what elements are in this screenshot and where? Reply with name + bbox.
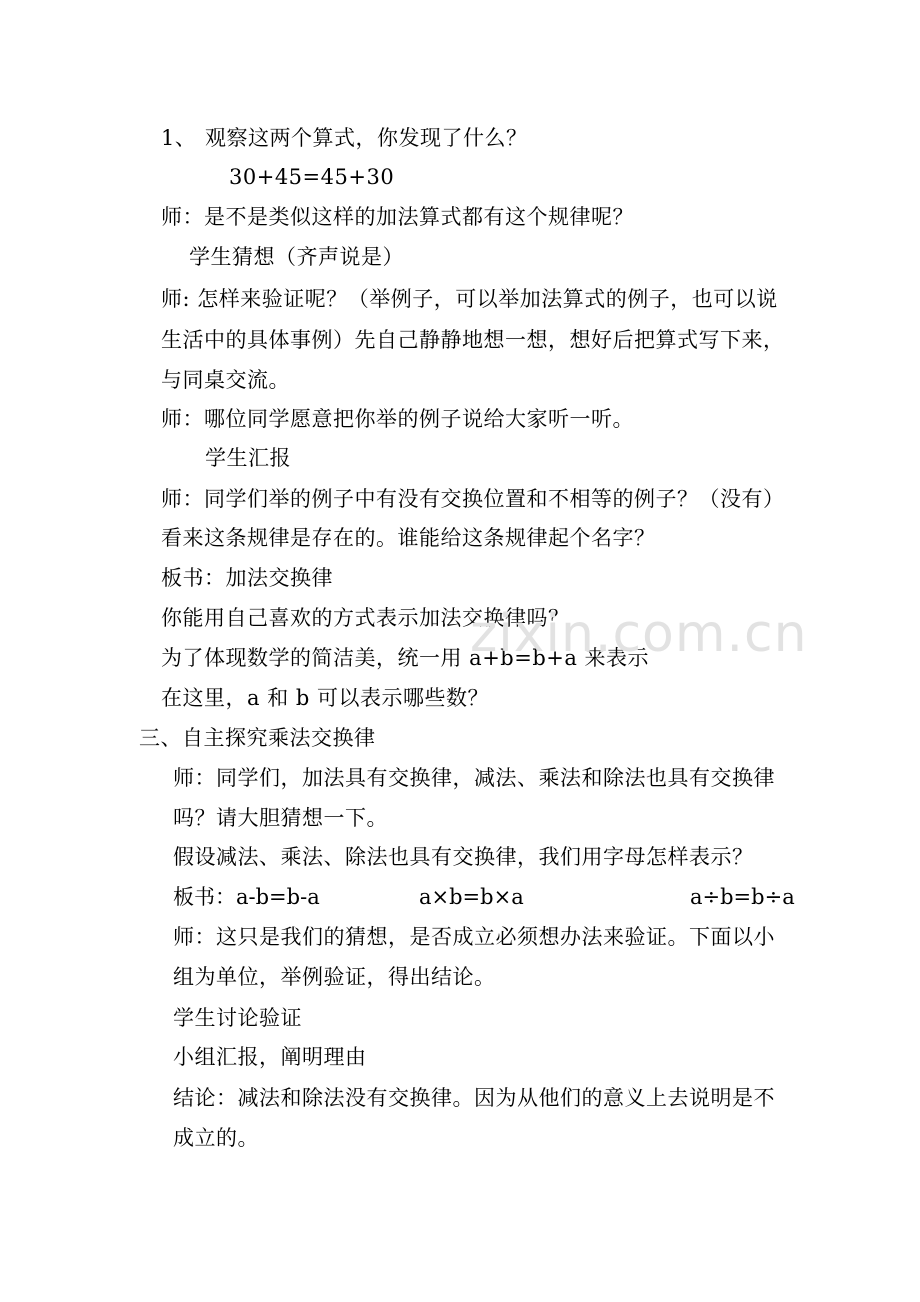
board-formulas: [0, 882, 920, 912]
student-line: 学生讨论验证: [173, 1006, 302, 1030]
teacher-line-continued: 生活中的具体事例）先自己静静地想一想，想好后把算式写下来，: [161, 328, 785, 352]
multiplication-formula: a×b=b×a: [419, 885, 524, 909]
question-line: 在这里，a 和 b 可以表示哪些数？: [161, 686, 489, 710]
teacher-line: 师: 怎样来验证呢？（举例子，可以举加法算式的例子，也可以说: [161, 287, 778, 311]
conclusion-line: 结论：减法和除法没有交换律。因为从他们的意义上去说明是不: [173, 1086, 775, 1110]
section-heading: 三、自主探究乘法交换律: [139, 726, 376, 750]
student-line: 小组汇报，阐明理由: [173, 1045, 367, 1069]
teacher-line-continued: 与同桌交流。: [161, 368, 290, 392]
teacher-line: 师：这只是我们的猜想，是否成立必须想办法来验证。下面以小: [173, 925, 775, 949]
list-number: 1、: [161, 126, 197, 150]
teacher-line-continued: 吗？请大胆猜想一下。: [173, 806, 388, 830]
division-formula: a÷b=b÷a: [690, 885, 795, 909]
question-line: 假设减法、乘法、除法也具有交换律，我们用字母怎样表示？: [173, 845, 754, 869]
question-line: 你能用自己喜欢的方式表示加法交换律吗？: [161, 606, 570, 630]
student-line: 学生汇报: [205, 446, 291, 470]
equation-addition: 30+45=45+30: [229, 165, 395, 189]
teacher-line: 师：是不是类似这样的加法算式都有这个规律呢？: [161, 205, 634, 229]
subtraction-formula: a-b=b-a: [236, 885, 320, 909]
question-text: 观察这两个算式，你发现了什么？: [205, 126, 528, 150]
statement-line: 为了体现数学的简洁美，统一用 a+b=b+a 来表示: [161, 646, 650, 670]
board-writing: 板书：加法交换律: [161, 566, 333, 590]
conclusion-line-continued: 成立的。: [173, 1126, 259, 1150]
watermark: zixin.com.cn: [470, 604, 808, 664]
teacher-line-continued: 看来这条规律是存在的。谁能给这条规律起个名字？: [161, 526, 656, 550]
teacher-line-continued: 组为单位，举例验证，得出结论。: [173, 965, 496, 989]
board-label: 板书：: [173, 885, 236, 909]
teacher-line: 师：哪位同学愿意把你举的例子说给大家听一听。: [161, 407, 634, 431]
student-line: 学生猜想（齐声说是）: [189, 245, 404, 269]
question-1: [161, 123, 528, 153]
teacher-line: 师：同学们举的例子中有没有交换位置和不相等的例子？（没有）: [161, 487, 785, 511]
teacher-line: 师：同学们，加法具有交换律，减法、乘法和除法也具有交换律: [173, 766, 775, 790]
